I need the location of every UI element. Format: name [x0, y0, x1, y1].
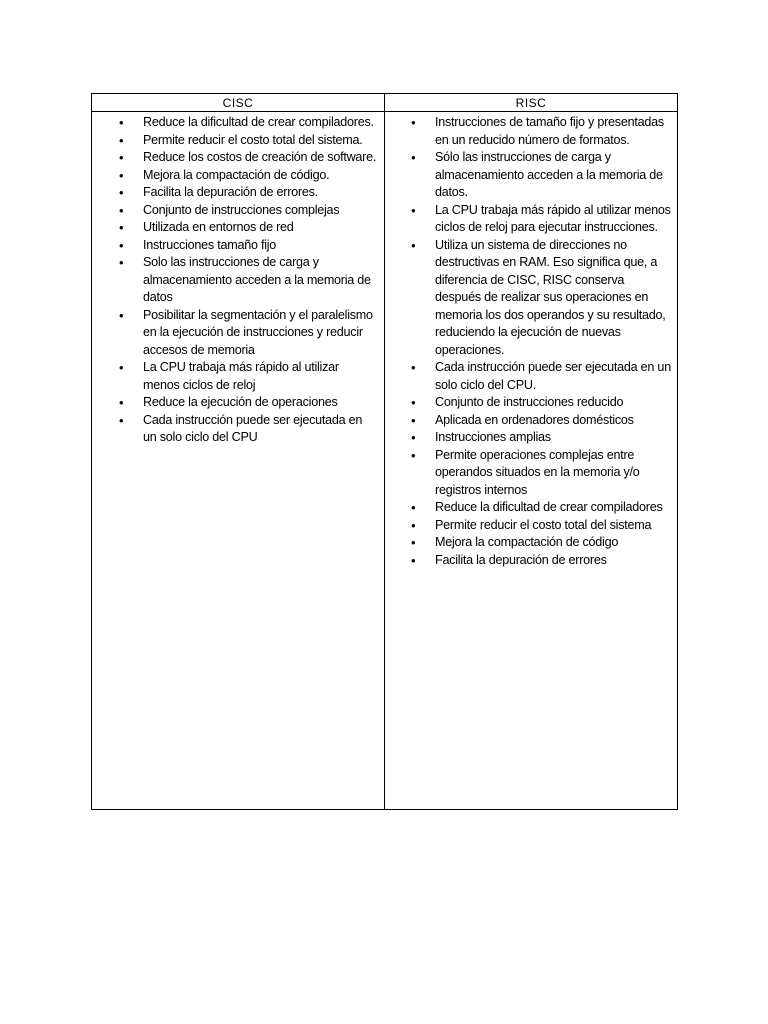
list-item: • Utiliza un sistema de direcciones no destructivas en RAM. Eso significa que, a diferencia de CISC, RISC conserva después de realizar sus operaciones en memoria los dos operandos y su resultado, reduciendo la ejecución de nuevas operaciones.: [385, 237, 677, 360]
list-item: • Reduce los costos de creación de software.: [92, 149, 384, 167]
content-row: [92, 112, 678, 810]
comparison-table: [91, 93, 678, 810]
list-item: • Facilita la depuración de errores.: [92, 184, 384, 202]
list-item: • Aplicada en ordenadores domésticos: [385, 412, 677, 430]
list-item: • Reduce la ejecución de operaciones: [92, 394, 384, 412]
list-item: • Permite reducir el costo total del sistema.: [92, 132, 384, 150]
list-item: • Facilita la depuración de errores: [385, 552, 677, 570]
list-item: • La CPU trabaja más rápido al utilizar menos ciclos de reloj: [92, 359, 384, 394]
risc-cell: [385, 112, 678, 810]
list-item: • Permite reducir el costo total del sistema: [385, 517, 677, 535]
list-item: • La CPU trabaja más rápido al utilizar menos ciclos de reloj para ejecutar instrucciones.: [385, 202, 677, 237]
cisc-cell: [92, 112, 385, 810]
header-cisc: CISC: [92, 94, 385, 112]
header-risc: RISC: [385, 94, 678, 112]
list-item: • Conjunto de instrucciones complejas: [92, 202, 384, 220]
list-item: • Permite operaciones complejas entre operandos situados en la memoria y/o registros internos: [385, 447, 677, 500]
list-item: • Cada instrucción puede ser ejecutada en un solo ciclo del CPU: [92, 412, 384, 447]
list-item: • Utilizada en entornos de red: [92, 219, 384, 237]
header-row: [92, 94, 678, 112]
list-item: • Reduce la dificultad de crear compiladores.: [92, 114, 384, 132]
list-item: • Instrucciones amplias: [385, 429, 677, 447]
list-item: • Posibilitar la segmentación y el paralelismo en la ejecución de instrucciones y reducir accesos de memoria: [92, 307, 384, 360]
list-item: • Mejora la compactación de código: [385, 534, 677, 552]
risc-list: [385, 112, 677, 569]
list-item: • Mejora la compactación de código.: [92, 167, 384, 185]
list-item: • Instrucciones de tamaño fijo y presentadas en un reducido número de formatos.: [385, 114, 677, 149]
list-item: • Cada instrucción puede ser ejecutada en un solo ciclo del CPU.: [385, 359, 677, 394]
cisc-list: [92, 112, 384, 447]
list-item: • Sólo las instrucciones de carga y almacenamiento acceden a la memoria de datos.: [385, 149, 677, 202]
list-item: • Conjunto de instrucciones reducido: [385, 394, 677, 412]
list-item: • Instrucciones tamaño fijo: [92, 237, 384, 255]
list-item: • Reduce la dificultad de crear compiladores: [385, 499, 677, 517]
list-item: • Solo las instrucciones de carga y almacenamiento acceden a la memoria de datos: [92, 254, 384, 307]
